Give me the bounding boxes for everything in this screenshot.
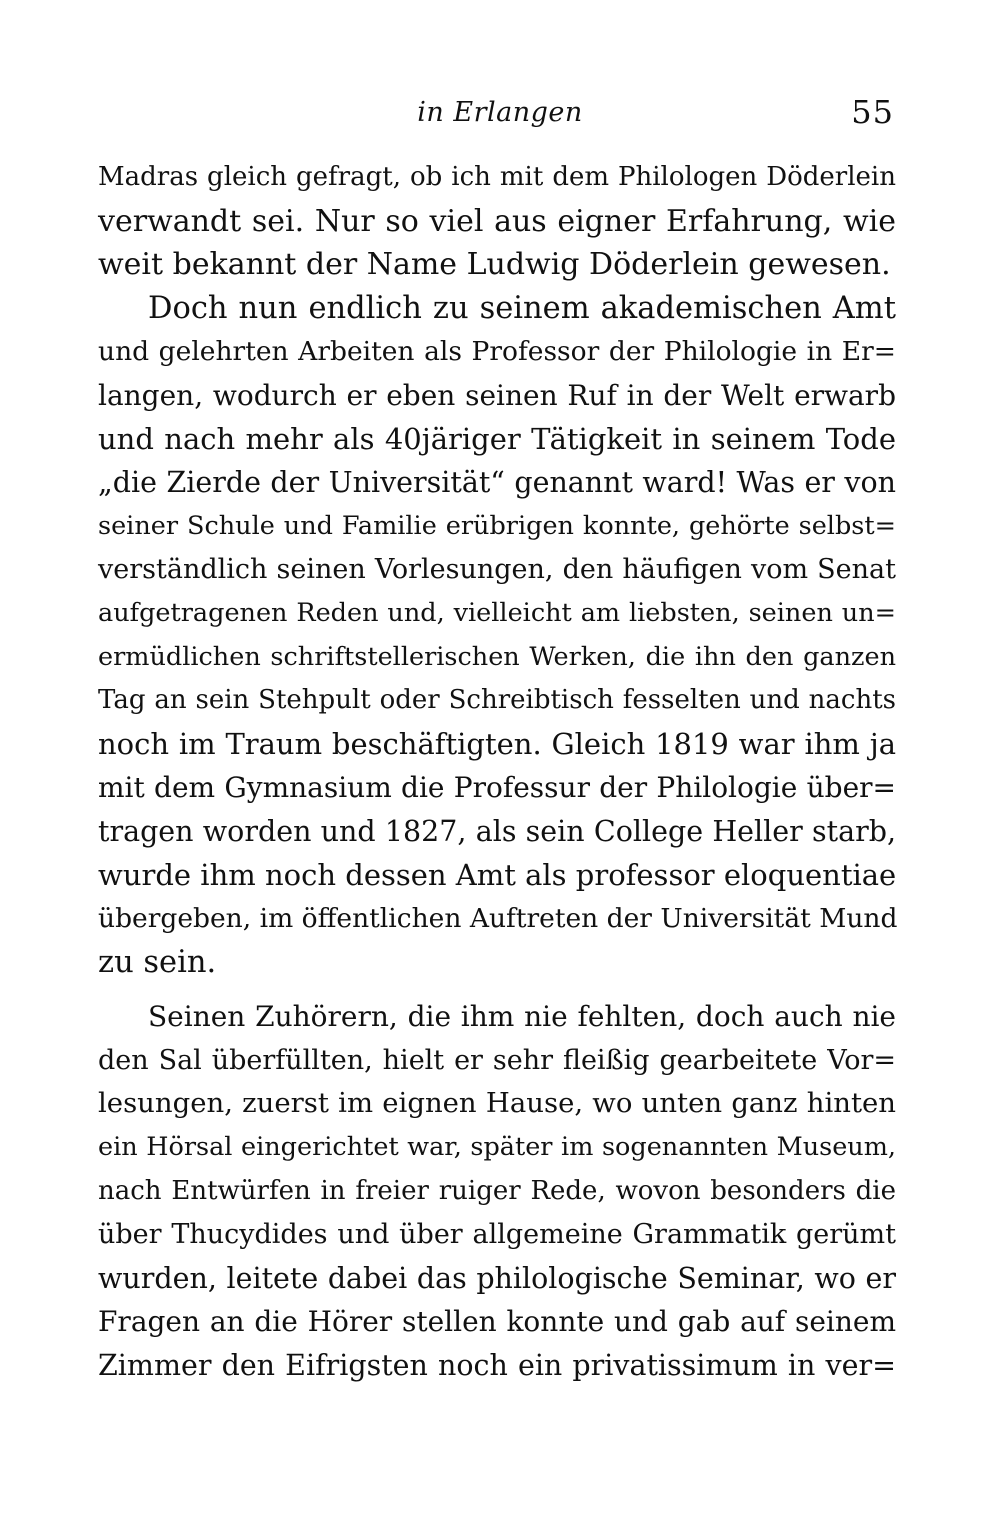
text-line: langen, wodurch er eben seinen Ruf in der Welt erwarb [98,378,896,412]
text-line: Fragen an die Hörer stellen konnte und gab auf seinem [98,1305,896,1339]
text-line: Tag an sein Stehpult oder Schreibtisch fesselten und nachts [98,685,896,716]
text-line: weit bekannt der Name Ludwig Döderlein gewesen. [98,247,891,283]
page-number: 55 [851,93,894,131]
paragraph-gap [98,984,896,995]
text-line: Doch nun endlich zu seinem akademischen Amt [148,290,896,326]
text-line: und gelehrten Arbeiten als Professor der Philologie in Er= [98,336,896,368]
text-line: wurde ihm noch dessen Amt als professor eloquentiae [98,857,897,892]
text-line: noch im Traum beschäftigten. Gleich 1819 war ihm ja [98,726,896,761]
text-line: nach Entwürfen in freier ruiger Rede, wovon besonders die [98,1175,896,1206]
text-line: verständlich seinen Vorlesungen, den häufigen vom Senat [98,554,896,586]
running-title: in Erlangen [417,97,583,128]
text-line: über Thucydides und über allgemeine Grammatik gerümt [98,1219,896,1251]
body-text [98,156,896,1388]
text-line: Madras gleich gefragt, ob ich mit dem Philologen Döderlein [98,162,896,192]
text-line: wurden, leitete dabei das philologische Seminar, wo er [98,1261,896,1295]
text-line: den Sal überfüllten, hielt er sehr fleißig gearbeitete Vor= [98,1044,896,1076]
text-line: zu sein. [98,944,217,980]
text-line: ein Hörsal eingerichtet war, später im sogenannten Museum, [98,1132,896,1163]
text-line: übergeben, im öffentlichen Auftreten der Universität Mund [98,903,898,935]
text-line: ermüdlichen schriftstellerischen Werken, die ihn den ganzen [98,641,896,672]
text-line: „die Zierde der Universität“ genannt ward! Was er von [98,466,896,500]
text-line: seiner Schule und Familie erübrigen konnte, gehörte selbst= [98,510,896,541]
text-line: Seinen Zuhörern, die ihm nie fehlten, doch auch nie [148,1000,896,1034]
text-line: und nach mehr als 40järiger Tätigkeit in seinem Tode [98,421,896,456]
text-line: aufgetragenen Reden und, vielleicht am liebsten, seinen un= [98,597,896,628]
text-line: mit dem Gymnasium die Professur der Philologie über= [98,771,896,805]
text-line: tragen worden und 1827, als sein College Heller starb, [98,814,896,848]
text-line: Zimmer den Eifrigsten noch ein privatissimum in ver= [98,1349,896,1383]
text-line: lesungen, zuerst im eignen Hause, wo unten ganz hinten [98,1087,896,1120]
text-line: verwandt sei. Nur so viel aus eigner Erfahrung, wie [98,203,896,239]
